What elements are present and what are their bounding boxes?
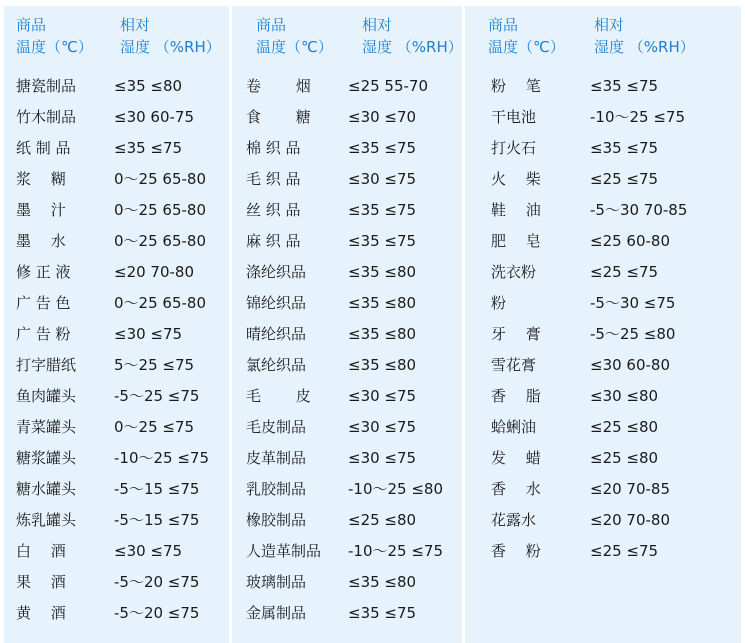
product-name: 纸 制 品 <box>16 139 71 157</box>
product-name: 青菜罐头 <box>16 418 77 436</box>
temp-humidity-value: ≤35 ≤75 <box>348 201 417 219</box>
product-name: 果 酒 <box>16 573 66 591</box>
temp-humidity-value: ≤35 ≤75 <box>114 139 183 157</box>
product-name: 粉 笔 <box>491 77 541 95</box>
temp-humidity-value: -10～25 ≤75 <box>114 449 210 467</box>
product-name: 墨 汁 <box>16 201 66 219</box>
product-name: 干电池 <box>491 108 537 126</box>
product-name: 粉 <box>491 294 507 312</box>
temp-humidity-value: 0～25 65-80 <box>114 294 206 312</box>
product-name: 修 正 液 <box>16 263 71 281</box>
temp-humidity-value: ≤25 60-80 <box>590 232 671 250</box>
temp-humidity-value: ≤30 60-80 <box>590 356 671 374</box>
header-humidity-2: 相对 湿度 （%RH） <box>362 16 463 56</box>
temp-humidity-value: -10～25 ≤75 <box>590 108 686 126</box>
product-name: 香 脂 <box>491 387 541 405</box>
temp-humidity-value: -10～25 ≤80 <box>348 480 444 498</box>
temp-humidity-value: ≤30 60-75 <box>114 108 195 126</box>
temp-humidity-value: 0～25 65-80 <box>114 170 206 188</box>
product-name: 浆 糊 <box>16 170 66 188</box>
product-name: 糖浆罐头 <box>16 449 77 467</box>
product-name: 毛 皮 <box>246 387 311 405</box>
product-name: 食 糖 <box>246 108 311 126</box>
product-name: 人造革制品 <box>246 542 322 560</box>
product-name: 肥 皂 <box>491 232 541 250</box>
product-name: 炼乳罐头 <box>16 511 77 529</box>
temp-humidity-value: ≤35 ≤75 <box>348 139 417 157</box>
product-name: 锦纶织品 <box>246 294 307 312</box>
product-name: 墨 水 <box>16 232 66 250</box>
product-name: 香 水 <box>491 480 541 498</box>
temp-humidity-value: ≤35 ≤80 <box>348 325 417 343</box>
product-name: 广 告 粉 <box>16 325 71 343</box>
product-name: 发 蜡 <box>491 449 541 467</box>
temp-humidity-value: 0～25 ≤75 <box>114 418 195 436</box>
product-name: 香 粉 <box>491 542 541 560</box>
product-name: 玻璃制品 <box>246 573 307 591</box>
temp-humidity-value: 0～25 65-80 <box>114 201 206 219</box>
temp-humidity-value: 0～25 65-80 <box>114 232 206 250</box>
temp-humidity-value: ≤25 ≤80 <box>590 418 659 436</box>
product-name: 广 告 色 <box>16 294 71 312</box>
product-name: 鱼肉罐头 <box>16 387 77 405</box>
product-name: 皮革制品 <box>246 449 307 467</box>
temp-humidity-value: ≤25 ≤80 <box>348 511 417 529</box>
temp-humidity-value: ≤35 ≤80 <box>348 573 417 591</box>
header-humidity-1: 相对 湿度 （%RH） <box>120 16 221 56</box>
product-name: 黄 酒 <box>16 604 66 622</box>
product-name: 氯纶织品 <box>246 356 307 374</box>
temp-humidity-value: -5～25 ≤75 <box>114 387 200 405</box>
temp-humidity-value: ≤35 ≤75 <box>348 604 417 622</box>
temp-humidity-value: ≤25 ≤80 <box>590 449 659 467</box>
temp-humidity-value: ≤30 ≤75 <box>114 325 183 343</box>
product-name: 晴纶织品 <box>246 325 307 343</box>
product-name: 橡胶制品 <box>246 511 307 529</box>
header-product-2: 商品 温度（℃） <box>256 16 333 56</box>
temp-humidity-value: ≤30 ≤75 <box>348 387 417 405</box>
header-product-3: 商品 温度（℃） <box>488 16 565 56</box>
temp-humidity-value: ≤30 ≤70 <box>348 108 417 126</box>
product-name: 糖水罐头 <box>16 480 77 498</box>
product-name: 雪花膏 <box>491 356 537 374</box>
product-name: 乳胶制品 <box>246 480 307 498</box>
temp-humidity-value: ≤35 ≤75 <box>590 139 659 157</box>
temp-humidity-value: ≤35 ≤80 <box>348 356 417 374</box>
product-name: 涤纶织品 <box>246 263 307 281</box>
temp-humidity-value: -5～30 70-85 <box>590 201 688 219</box>
product-name: 牙 膏 <box>491 325 541 343</box>
temp-humidity-value: -5～20 ≤75 <box>114 604 200 622</box>
temp-humidity-value: ≤35 ≤80 <box>114 77 183 95</box>
header-product-1: 商品 温度（℃） <box>16 16 93 56</box>
temp-humidity-value: ≤35 ≤80 <box>348 263 417 281</box>
temp-humidity-value: ≤30 ≤75 <box>348 449 417 467</box>
product-name: 棉 织 品 <box>246 139 301 157</box>
product-name: 火 柴 <box>491 170 541 188</box>
product-name: 卷 烟 <box>246 77 311 95</box>
temp-humidity-value: ≤35 ≤75 <box>348 232 417 250</box>
product-name: 打火石 <box>491 139 537 157</box>
product-name: 麻 织 品 <box>246 232 301 250</box>
temp-humidity-value: -5～20 ≤75 <box>114 573 200 591</box>
temp-humidity-value: ≤30 ≤75 <box>114 542 183 560</box>
temp-humidity-value: 5～25 ≤75 <box>114 356 195 374</box>
temp-humidity-value: ≤35 ≤80 <box>348 294 417 312</box>
product-name: 毛皮制品 <box>246 418 307 436</box>
temp-humidity-value: ≤25 ≤75 <box>590 170 659 188</box>
product-name: 鞋 油 <box>491 201 541 219</box>
temp-humidity-value: ≤20 70-80 <box>590 511 671 529</box>
temp-humidity-value: ≤35 ≤75 <box>590 77 659 95</box>
product-name: 打字腊纸 <box>16 356 77 374</box>
temp-humidity-value: -5～15 ≤75 <box>114 480 200 498</box>
temp-humidity-value: -5～15 ≤75 <box>114 511 200 529</box>
header-humidity-3: 相对 湿度 （%RH） <box>594 16 695 56</box>
temp-humidity-value: ≤30 ≤75 <box>348 418 417 436</box>
product-name: 蛤蜊油 <box>491 418 537 436</box>
temp-humidity-value: ≤20 70-80 <box>114 263 195 281</box>
temp-humidity-value: ≤25 55-70 <box>348 77 429 95</box>
product-name: 金属制品 <box>246 604 307 622</box>
product-name: 花露水 <box>491 511 537 529</box>
temp-humidity-value: ≤30 ≤75 <box>348 170 417 188</box>
product-name: 竹木制品 <box>16 108 77 126</box>
product-name: 洗衣粉 <box>491 263 537 281</box>
temp-humidity-value: -10～25 ≤75 <box>348 542 444 560</box>
temp-humidity-value: -5～30 ≤75 <box>590 294 676 312</box>
temp-humidity-value: -5～25 ≤80 <box>590 325 676 343</box>
product-name: 丝 织 品 <box>246 201 301 219</box>
product-name: 白 酒 <box>16 542 66 560</box>
temp-humidity-value: ≤25 ≤75 <box>590 263 659 281</box>
product-name: 毛 织 品 <box>246 170 301 188</box>
product-name: 搪瓷制品 <box>16 77 77 95</box>
temp-humidity-value: ≤20 70-85 <box>590 480 671 498</box>
temp-humidity-value: ≤25 ≤75 <box>590 542 659 560</box>
temp-humidity-value: ≤30 ≤80 <box>590 387 659 405</box>
